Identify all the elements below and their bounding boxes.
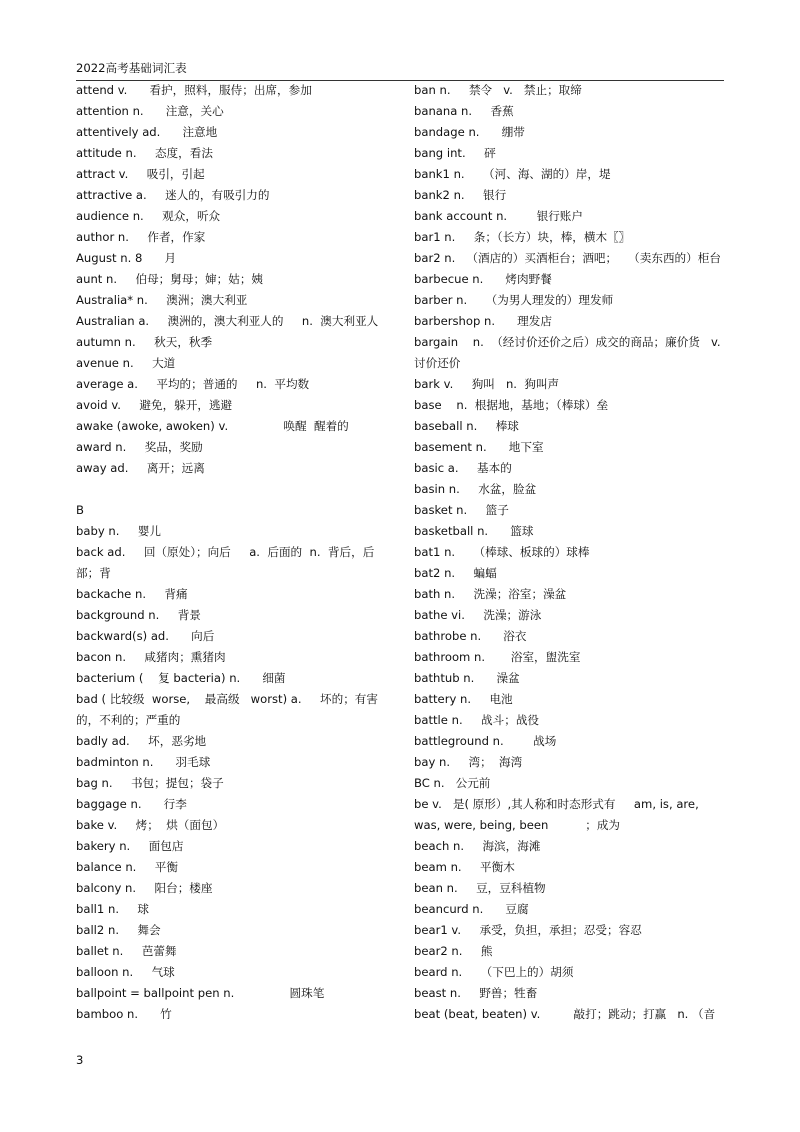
vocab-entry: bamboo n. 竹 <box>76 1007 172 1021</box>
vocab-entry: bank2 n. 银行 <box>414 188 507 202</box>
vocab-entry: be v. 是( 原形）,其人称和时态形式有 am, is, are, was, were, being, been ；成为 <box>414 797 703 832</box>
vocab-entry: bathtub n. 澡盆 <box>414 671 520 685</box>
vocab-entry: barbershop n. 理发店 <box>414 314 552 328</box>
vocab-entry: basic a. 基本的 <box>414 461 512 475</box>
vocab-entry: Australia* n. 澳洲；澳大利亚 <box>76 293 248 307</box>
vocab-entry: bat1 n. （棒球、板球的）球棒 <box>414 545 590 559</box>
right-column <box>414 80 726 1025</box>
vocab-entry: avenue n. 大道 <box>76 356 176 370</box>
left-column <box>76 80 396 1025</box>
page-number: 3 <box>76 1053 84 1067</box>
vocab-entry: attractive a. 迷人的，有吸引力的 <box>76 188 270 202</box>
vocab-entry: battery n. 电池 <box>414 692 513 706</box>
vocab-entry: August n. 8 月 <box>76 251 177 265</box>
vocab-entry: bark v. 狗叫 n. 狗叫声 <box>414 377 560 391</box>
vocab-entry: bathe vi. 洗澡；游泳 <box>414 608 542 622</box>
vocab-entry: bag n. 书包；提包；袋子 <box>76 776 224 790</box>
vocab-entry: bay n. 湾； 海湾 <box>414 755 523 769</box>
vocab-entry: attentively ad. 注意地 <box>76 125 218 139</box>
vocab-entry: balcony n. 阳台；楼座 <box>76 881 213 895</box>
vocab-entry: badminton n. 羽毛球 <box>76 755 211 769</box>
vocab-entry: awake (awoke, awoken) v. 唤醒 醒着的 <box>76 419 349 433</box>
vocab-entry: beam n. 平衡木 <box>414 860 515 874</box>
vocab-entry: back ad. 回（原处）；向后 a. 后面的 n. 背后，后部；背 <box>76 545 375 580</box>
vocab-entry: bar1 n. 条；（长方）块，棒，横木〖〗 <box>414 230 631 244</box>
vocab-entry: bacon n. 咸猪肉；熏猪肉 <box>76 650 226 664</box>
vocab-entry: battle n. 战斗；战役 <box>414 713 540 727</box>
vocab-entry: ball2 n. 舞会 <box>76 923 161 937</box>
vocab-entry: ball1 n. 球 <box>76 902 150 916</box>
vocab-entry: banana n. 香蕉 <box>414 104 514 118</box>
vocab-entry: BC n. 公元前 <box>414 776 491 790</box>
vocab-entry: beast n. 野兽；牲畜 <box>414 986 538 1000</box>
vocab-entry: audience n. 观众，听众 <box>76 209 221 223</box>
vocab-entry: bean n. 豆，豆科植物 <box>414 881 546 895</box>
vocab-entry: bake v. 烤； 烘（面包） <box>76 818 225 832</box>
vocab-entry: attention n. 注意，关心 <box>76 104 224 118</box>
vocab-entry: bad ( 比较级 worse, 最高级 worst) a. 坏的；有害的，不利的；严重的 <box>76 692 378 727</box>
vocab-entry: bakery n. 面包店 <box>76 839 184 853</box>
header-title: 2022高考基础词汇表 <box>76 61 187 75</box>
vocab-entry: beancurd n. 豆腐 <box>414 902 529 916</box>
vocab-entry: aunt n. 伯母；舅母；婶；姑；姨 <box>76 272 264 286</box>
blank-line <box>76 479 396 500</box>
vocab-entry: balance n. 平衡 <box>76 860 178 874</box>
vocab-entry: avoid v. 避免，躲开，逃避 <box>76 398 233 412</box>
vocab-entry: basement n. 地下室 <box>414 440 544 454</box>
vocab-entry: bargain n. （经讨价还价之后）成交的商品；廉价货 v. 讨价还价 <box>414 335 728 370</box>
vocab-entry: base n. 根据地，基地；（棒球）垒 <box>414 398 609 412</box>
vocab-entry: barber n. （为男人理发的）理发师 <box>414 293 614 307</box>
vocab-entry: bang int. 砰 <box>414 146 496 160</box>
vocab-entry: basin n. 水盆，脸盆 <box>414 482 537 496</box>
vocab-entry: away ad. 离开；远离 <box>76 461 205 475</box>
vocab-entry: attend v. 看护，照料，服侍；出席，参加 <box>76 83 312 97</box>
vocab-entry: baby n. 婴儿 <box>76 524 162 538</box>
vocab-entry: background n. 背景 <box>76 608 201 622</box>
vocab-entry: bandage n. 绷带 <box>414 125 525 139</box>
vocab-entry: barbecue n. 烤肉野餐 <box>414 272 552 286</box>
vocab-entry: bacterium ( 复 bacteria) n. 细菌 <box>76 671 286 685</box>
vocab-entry: bank account n. 银行账户 <box>414 209 583 223</box>
vocab-entry: autumn n. 秋天，秋季 <box>76 335 213 349</box>
vocab-entry: average a. 平均的；普通的 n. 平均数 <box>76 377 310 391</box>
vocab-entry: basket n. 篮子 <box>414 503 509 517</box>
vocab-entry: beat (beat, beaten) v. 敲打；跳动；打赢 n. （音 <box>414 1007 716 1021</box>
vocab-entry: bat2 n. 蝙蝠 <box>414 566 497 580</box>
vocab-entry: bath n. 洗澡；浴室；澡盆 <box>414 587 567 601</box>
vocab-entry: attitude n. 态度，看法 <box>76 146 213 160</box>
vocab-entry: bear2 n. 熊 <box>414 944 493 958</box>
vocab-entry: balloon n. 气球 <box>76 965 175 979</box>
vocab-entry: beach n. 海滨，海滩 <box>414 839 541 853</box>
vocab-entry: backward(s) ad. 向后 <box>76 629 215 643</box>
vocab-entry: attract v. 吸引，引起 <box>76 167 205 181</box>
vocab-entry: baseball n. 棒球 <box>414 419 519 433</box>
vocab-entry: Australian a. 澳洲的，澳大利亚人的 n. 澳大利亚人 <box>76 314 379 328</box>
vocab-entry: bear1 v. 承受，负担，承担；忍受；容忍 <box>414 923 642 937</box>
vocab-entry: basketball n. 篮球 <box>414 524 534 538</box>
vocab-entry: bathroom n. 浴室，盥洗室 <box>414 650 581 664</box>
vocab-entry: badly ad. 坏，恶劣地 <box>76 734 207 748</box>
vocab-entry: author n. 作者，作家 <box>76 230 206 244</box>
vocab-entry: ballet n. 芭蕾舞 <box>76 944 177 958</box>
vocab-entry: bar2 n. （酒店的）买酒柜台；酒吧； （卖东西的）柜台 <box>414 251 721 265</box>
vocab-entry: bank1 n. （河、海、湖的）岸，堤 <box>414 167 611 181</box>
page-header <box>76 60 724 81</box>
vocab-entry: ballpoint = ballpoint pen n. 圆珠笔 <box>76 986 325 1000</box>
vocab-entry: ban n. 禁令 v. 禁止；取缔 <box>414 83 582 97</box>
vocab-entry: beard n. （下巴上的）胡须 <box>414 965 574 979</box>
vocab-entry: baggage n. 行李 <box>76 797 187 811</box>
vocab-entry: backache n. 背痛 <box>76 587 188 601</box>
vocab-entry: award n. 奖品，奖励 <box>76 440 203 454</box>
vocab-entry: bathrobe n. 浴衣 <box>414 629 527 643</box>
section-heading: B <box>76 503 84 517</box>
vocab-entry: battleground n. 战场 <box>414 734 557 748</box>
